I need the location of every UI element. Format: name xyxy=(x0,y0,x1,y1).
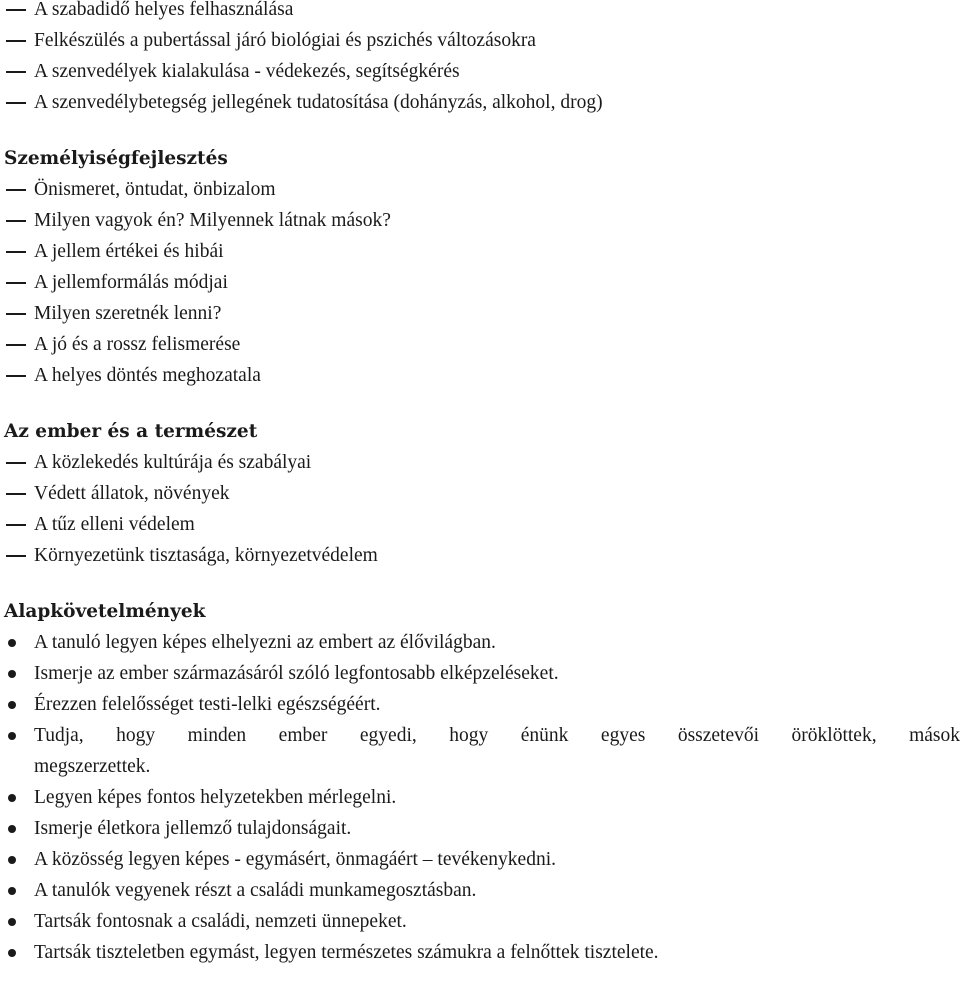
list-item-text: A szenvedélybetegség jellegének tudatosítása (dohányzás, alkohol, drog) xyxy=(34,92,603,113)
dash-marker xyxy=(6,493,26,495)
bullet-marker xyxy=(8,918,16,926)
bullet-marker xyxy=(8,794,16,802)
nature-list xyxy=(0,447,960,571)
list-item-text: A helyes döntés meghozatala xyxy=(34,365,261,386)
list-item xyxy=(0,0,960,25)
list-item-text-line-1: Tudja, hogy minden ember egyedi, hogy énünk egyes összetevői öröklöttek, mások xyxy=(34,725,960,746)
list-item-text: A közlekedés kultúrája és szabályai xyxy=(34,452,312,473)
list-item-text: Milyen vagyok én? Milyennek látnak mások? xyxy=(34,210,391,231)
dash-marker xyxy=(6,344,26,346)
dash-marker xyxy=(6,251,26,253)
dash-marker xyxy=(6,555,26,557)
list-item xyxy=(0,56,960,87)
list-item-text: A tanulók vegyenek részt a családi munkamegosztásban. xyxy=(34,880,477,901)
section-gap xyxy=(0,118,960,143)
list-item-text: Legyen képes fontos helyzetekben mérlegelni. xyxy=(34,787,397,808)
list-item-text: Ismerje életkora jellemző tulajdonságait. xyxy=(34,818,352,839)
list-item-text: A jó és a rossz felismerése xyxy=(34,334,241,355)
list-item-text-line-2: megszerzettek. xyxy=(34,756,151,777)
list-item xyxy=(0,689,960,720)
bullet-marker xyxy=(8,701,16,709)
list-item-text: Felkészülés a pubertással járó biológiai és pszichés változásokra xyxy=(34,30,536,51)
list-item xyxy=(0,447,960,478)
dash-marker xyxy=(6,462,26,464)
list-item xyxy=(0,25,960,56)
list-item-text: Környezetünk tisztasága, környezetvédelem xyxy=(34,545,378,566)
list-item xyxy=(0,360,960,391)
list-item-text: Milyen szeretnék lenni? xyxy=(34,303,222,324)
requirements-list xyxy=(0,627,960,968)
list-item xyxy=(0,236,960,267)
list-item xyxy=(0,875,960,906)
section-heading-personality: Személyiségfejlesztés xyxy=(4,148,228,169)
section-gap xyxy=(0,391,960,416)
list-item-text: A közösség legyen képes - egymásért, önmagáért – tevékenykedni. xyxy=(34,849,556,870)
list-item xyxy=(0,627,960,658)
bullet-marker xyxy=(8,639,16,647)
list-item xyxy=(0,329,960,360)
section-gap xyxy=(0,571,960,596)
list-item-text: Önismeret, öntudat, önbizalom xyxy=(34,179,276,200)
dash-marker xyxy=(6,220,26,222)
list-item-text: Tartsák fontosnak a családi, nemzeti ünnepeket. xyxy=(34,911,407,932)
section-heading-requirements: Alapkövetelmények xyxy=(4,601,206,622)
list-item-text: Érezzen felelősséget testi-lelki egészségéért. xyxy=(34,694,381,715)
list-item xyxy=(0,509,960,540)
list-item xyxy=(0,906,960,937)
bullet-marker xyxy=(8,856,16,864)
bullet-marker xyxy=(8,825,16,833)
bullet-marker xyxy=(8,670,16,678)
dash-marker xyxy=(6,40,26,42)
dash-marker xyxy=(6,524,26,526)
list-item xyxy=(0,174,960,205)
bullet-marker xyxy=(8,887,16,895)
list-item xyxy=(0,478,960,509)
dash-marker xyxy=(6,313,26,315)
dash-marker xyxy=(6,9,26,11)
list-item xyxy=(0,720,960,782)
bullet-marker xyxy=(8,732,16,740)
list-item xyxy=(0,813,960,844)
list-item-text: A szabadidő helyes felhasználása xyxy=(34,0,294,20)
list-item-text: A szenvedélyek kialakulása - védekezés, segítségkérés xyxy=(34,61,460,82)
dash-marker xyxy=(6,189,26,191)
dash-marker xyxy=(6,375,26,377)
dash-marker xyxy=(6,71,26,73)
intro-list xyxy=(0,0,960,118)
section-heading-nature: Az ember és a természet xyxy=(4,421,258,442)
personality-list xyxy=(0,174,960,391)
list-item-text: A tűz elleni védelem xyxy=(34,514,195,535)
list-item xyxy=(0,87,960,118)
list-item xyxy=(0,298,960,329)
list-item-text: A jellem értékei és hibái xyxy=(34,241,224,262)
list-item-text: Ismerje az ember származásáról szóló legfontosabb elképzeléseket. xyxy=(34,663,559,684)
list-item xyxy=(0,844,960,875)
list-item-text: A jellemformálás módjai xyxy=(34,272,228,293)
list-item xyxy=(0,540,960,571)
list-item-text: Tartsák tiszteletben egymást, legyen természetes számukra a felnőttek tisztelete. xyxy=(34,942,659,963)
list-item xyxy=(0,782,960,813)
list-item xyxy=(0,205,960,236)
list-item xyxy=(0,937,960,968)
dash-marker xyxy=(6,102,26,104)
list-item xyxy=(0,267,960,298)
list-item xyxy=(0,658,960,689)
list-item-text: A tanuló legyen képes elhelyezni az embert az élővilágban. xyxy=(34,632,496,653)
bullet-marker xyxy=(8,949,16,957)
list-item-text: Védett állatok, növények xyxy=(34,483,230,504)
dash-marker xyxy=(6,282,26,284)
